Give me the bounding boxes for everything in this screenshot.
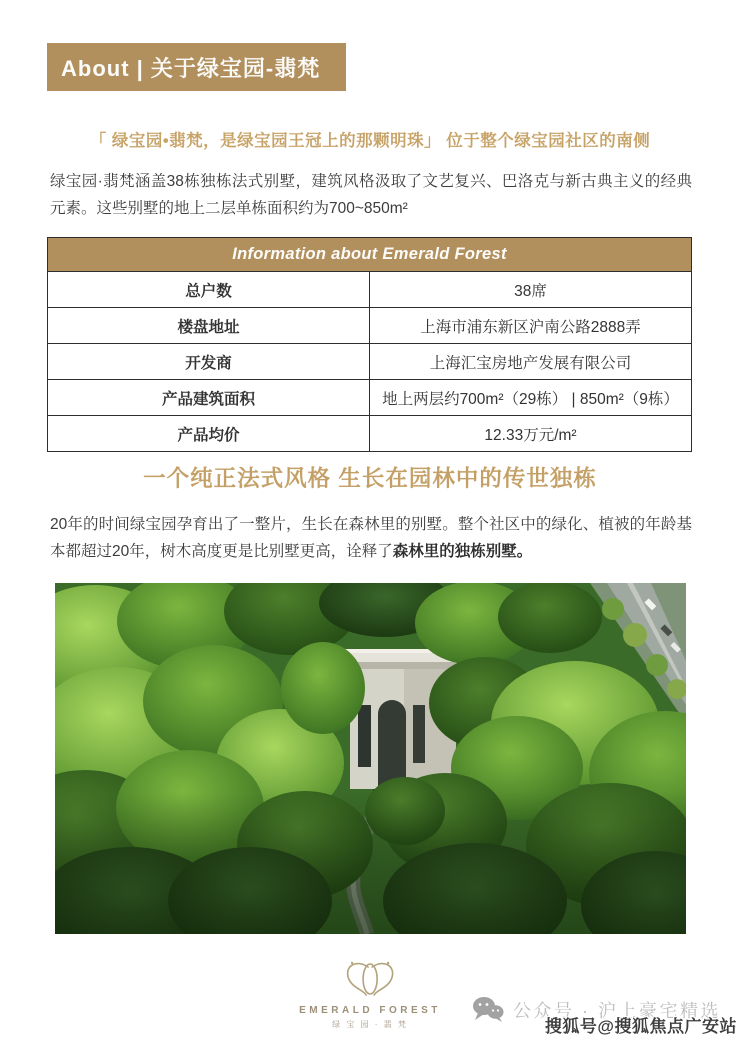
row-value: 上海汇宝房地产发展有限公司 — [370, 344, 692, 380]
table-row — [48, 308, 692, 344]
intro-quote: 「 绿宝园•翡梵，是绿宝园王冠上的那颗明珠」 位于整个绿宝园社区的南侧 — [89, 132, 651, 150]
emerald-forest-monogram-icon — [339, 958, 401, 1002]
row-value: 38席 — [370, 272, 692, 308]
info-table — [47, 237, 692, 452]
paragraph-bold-text: 森林里的独栋别墅。 — [392, 542, 533, 560]
row-label: 产品建筑面积 — [48, 380, 370, 416]
paragraph-text: 20年的时间绿宝园孕育出了一整片，生长在森林里的别墅。整个社区中的绿化、植被的年龄基本都超过20年，树木高度更是比别墅更高，诠释了 — [50, 516, 692, 560]
brand-name-en: EMERALD FOREST — [299, 1005, 441, 1016]
row-value: 12.33万元/m² — [370, 416, 692, 452]
brand-logo — [299, 958, 441, 1030]
wechat-account-label: 公众号 · 沪上豪宅精选 — [513, 1000, 721, 1021]
sohu-watermark: 搜狐号@搜狐焦点广安站 — [544, 1017, 737, 1036]
table-title: Information about Emerald Forest — [48, 238, 692, 272]
section-paragraph — [50, 512, 692, 565]
table-row — [48, 344, 692, 380]
row-label: 楼盘地址 — [48, 308, 370, 344]
aerial-photo-art — [55, 583, 686, 934]
section-heading: 一个纯正法式风格 生长在园林中的传世独栋 — [143, 466, 597, 491]
section-header-bar — [47, 43, 346, 91]
row-label: 产品均价 — [48, 416, 370, 452]
row-value: 上海市浦东新区沪南公路2888弄 — [370, 308, 692, 344]
table-header-row — [48, 238, 692, 272]
row-label: 总户数 — [48, 272, 370, 308]
section-header-title: About | 关于绿宝园-翡梵 — [61, 55, 321, 81]
row-label: 开发商 — [48, 344, 370, 380]
brand-name-cn: 绿 宝 园 · 翡 梵 — [332, 1020, 408, 1029]
row-value: 地上两层约700m²（29栋） | 850m²（9栋） — [370, 380, 692, 416]
table-row — [48, 416, 692, 452]
table-row — [48, 272, 692, 308]
table-row — [48, 380, 692, 416]
wechat-icon — [472, 996, 504, 1023]
forest-villa-aerial-photo — [55, 583, 686, 934]
intro-paragraph: 绿宝园·翡梵涵盖38栋独栋法式别墅，建筑风格汲取了文艺复兴、巴洛克与新古典主义的经典元素。这些别墅的地上二层单栋面积约为700~850m² — [50, 173, 692, 217]
